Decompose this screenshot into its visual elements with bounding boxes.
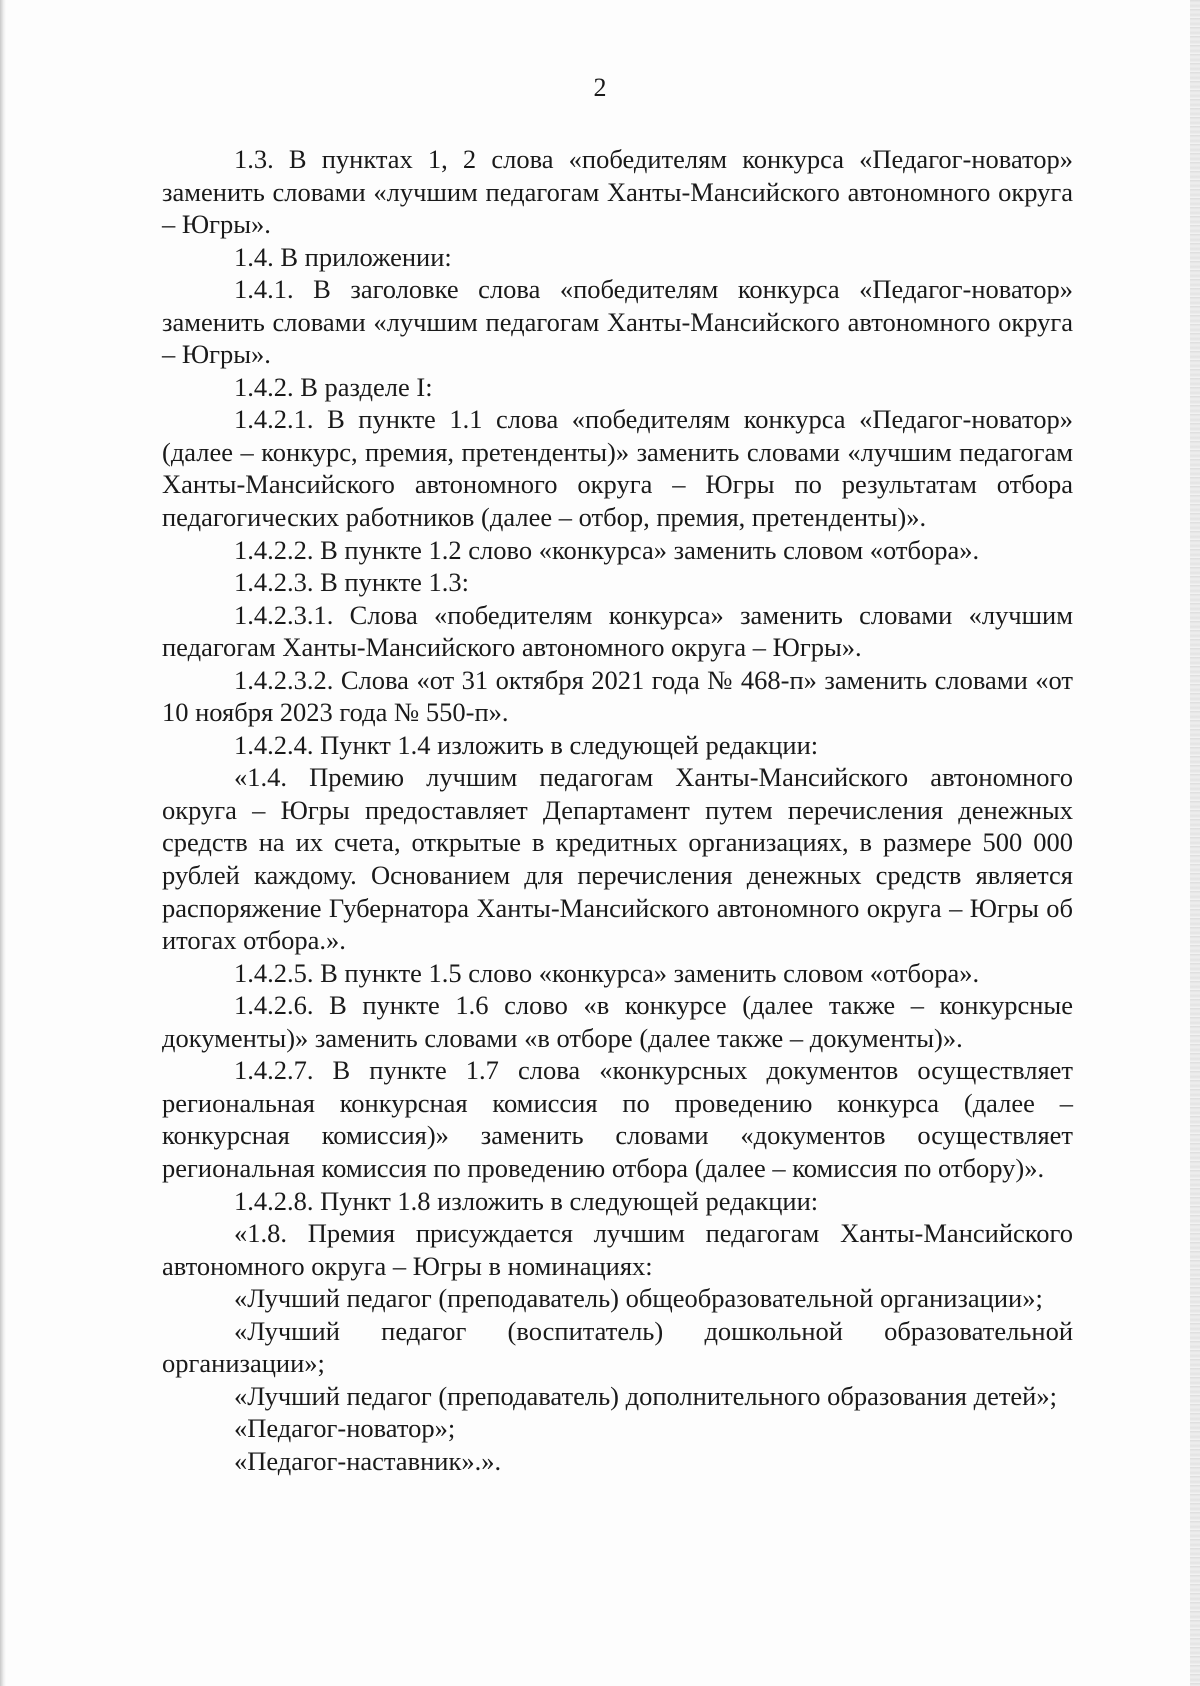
paragraph-1-4-2-5: 1.4.2.5. В пункте 1.5 слово «конкурса» заменить словом «отбора». [234, 957, 980, 988]
scan-edge-left [0, 0, 6, 1686]
nomination-item: «Педагог-новатор»; [234, 1413, 456, 1444]
paragraph-1-4-2-8: 1.4.2.8. Пункт 1.8 изложить в следующей редакции: [234, 1185, 819, 1216]
nomination-item: «Лучший педагог (преподаватель) дополнительного образования детей»; [234, 1380, 1057, 1411]
paragraph-1-3: 1.3. В пунктах 1, 2 слова «победителям конкурса «Педагог-новатор» заменить словами «лучшим педагогам Ханты-Мансийского автономного округа – Югры». [162, 144, 1073, 240]
nomination-item: «Лучший педагог (преподаватель) общеобразовательной организации»; [234, 1283, 1043, 1314]
scan-edge-right [1190, 0, 1200, 1686]
paragraph-1-4-2-1: 1.4.2.1. В пункте 1.1 слова «победителям конкурса «Педагог-новатор» (далее – конкурс, премия, претенденты)» заменить словами «лучшим педагогам Ханты-Мансийского автономного округа – Югры по результатам отбора педагогических работников (далее – отбор, премия, претенденты)». [162, 404, 1073, 533]
nomination-item: «Педагог-наставник».». [234, 1445, 502, 1476]
paragraph-quote-1-8: «1.8. Премия присуждается лучшим педагогам Ханты-Мансийского автономного округа – Югры в номинациях: [162, 1218, 1073, 1281]
paragraph-1-4-2: 1.4.2. В разделе I: [234, 371, 433, 402]
paragraph-1-4-2-7: 1.4.2.7. В пункте 1.7 слова «конкурсных документов осуществляет региональная конкурсная комиссия по проведению конкурса (далее – конкурсная комиссия)» заменить словами «документов осуществляет региональная комиссия по проведению отбора (далее – комиссия по отбору)». [162, 1055, 1073, 1183]
paragraph-1-4: 1.4. В приложении: [234, 241, 452, 272]
paragraph-quote-1-4: «1.4. Премию лучшим педагогам Ханты-Мансийского автономного округа – Югры предоставляет Департамент путем перечисления денежных средств на их счета, открытые в кредитных организациях, в размере 500 000 рублей каждому. Основанием для перечисления денежных средств является распоряжение Губернатора Ханты-Мансийского автономного округа – Югры об итогах отбора.». [162, 762, 1073, 956]
paragraph-1-4-2-6: 1.4.2.6. В пункте 1.6 слово «в конкурсе (далее также – конкурсные документы)» заменить словами «в отборе (далее также – документы)». [162, 990, 1073, 1053]
paragraph-1-4-2-2: 1.4.2.2. В пункте 1.2 слово «конкурса» заменить словом «отбора». [234, 534, 980, 565]
document-body [162, 143, 1073, 1477]
paragraph-1-4-2-3-2: 1.4.2.3.2. Слова «от 31 октября 2021 года № 468-п» заменить словами «от 10 ноября 2023 года № 550-п». [162, 664, 1073, 728]
paragraph-1-4-2-4: 1.4.2.4. Пункт 1.4 изложить в следующей редакции: [234, 729, 819, 760]
paragraph-1-4-2-3-1: 1.4.2.3.1. Слова «победителям конкурса» заменить словами «лучшим педагогам Ханты-Мансийского автономного округа – Югры». [162, 599, 1073, 663]
paragraph-1-4-2-3: 1.4.2.3. В пункте 1.3: [234, 567, 470, 598]
paragraph-1-4-1: 1.4.1. В заголовке слова «победителям конкурса «Педагог-новатор» заменить словами «лучшим педагогам Ханты-Мансийского автономного округа – Югры». [162, 274, 1073, 370]
nomination-item: «Лучший педагог (воспитатель) дошкольной образовательной организации»; [162, 1315, 1073, 1379]
page-number: 2 [593, 73, 607, 102]
